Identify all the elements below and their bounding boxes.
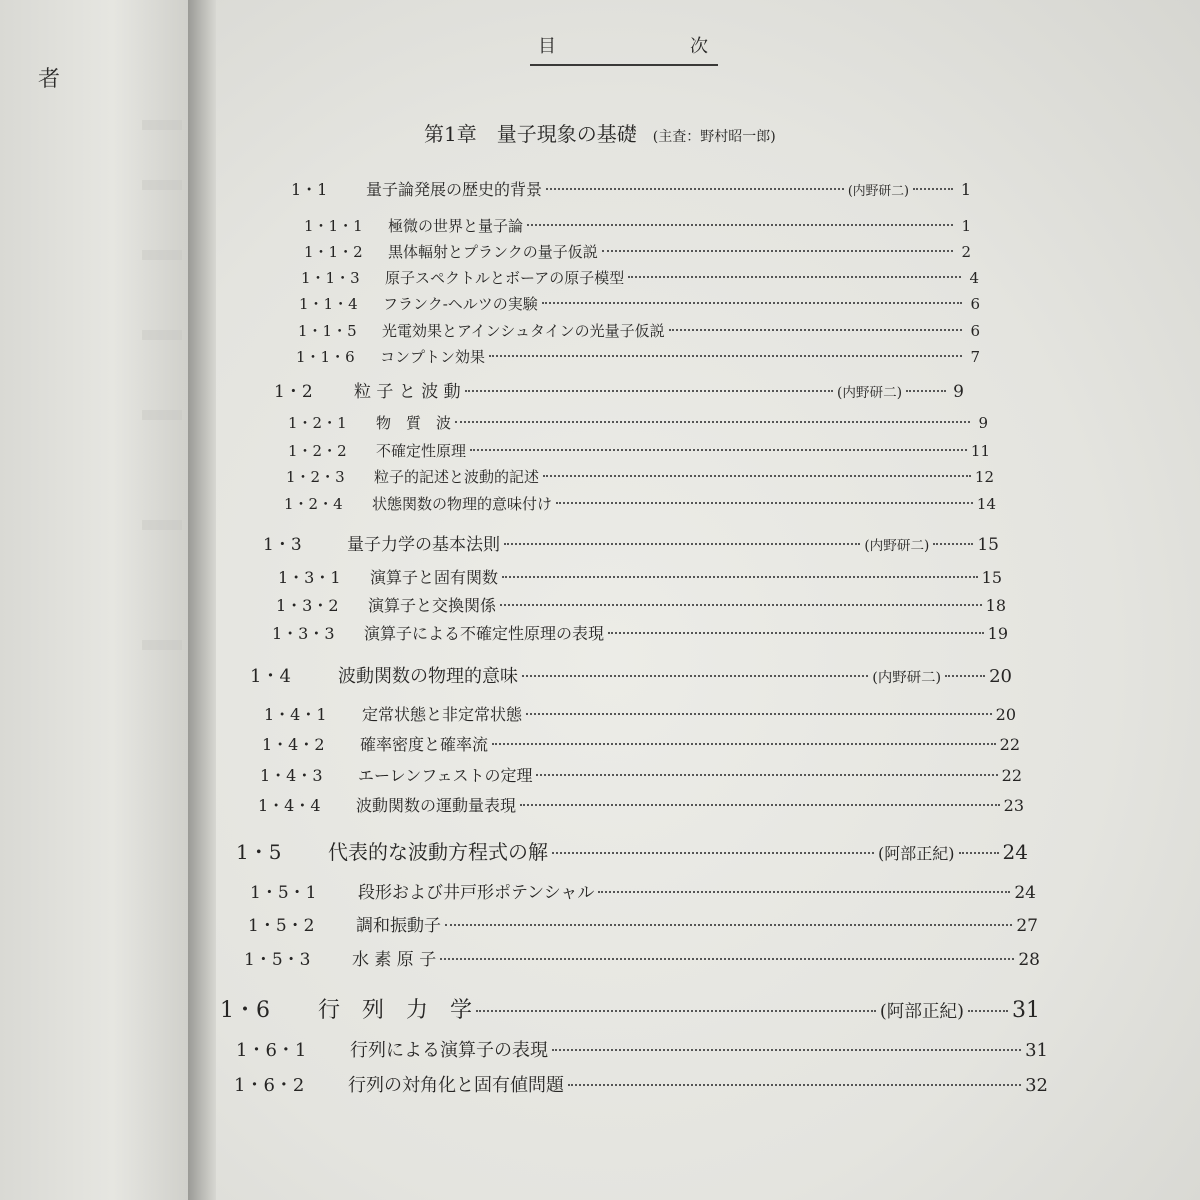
leader-dots [598,891,1010,893]
toc-entry [262,732,1020,755]
leader-dots [500,604,982,606]
section-number: 1・1・1 [304,217,363,235]
page-number: 32 [1025,1075,1048,1096]
page-number: 14 [976,495,996,513]
toc-entry [278,565,1002,588]
section-author: (阿部正紀) [878,844,955,863]
page-number: 6 [970,322,980,340]
section-number: 1・5・1 [250,883,317,903]
leader-dots [492,743,996,745]
leader-dots [526,713,992,715]
page-number: 22 [1001,766,1022,785]
section-number: 1・4・1 [264,705,327,724]
toc-entry [234,1071,1048,1097]
section-title: 定常状態と非定常状態 [362,705,523,724]
leader-dots [608,632,984,634]
leader-dots [568,1084,1021,1086]
page-number: 1 [960,180,971,199]
leader-dots [504,543,860,545]
toc-entry [286,466,994,487]
section-number: 1・2・2 [288,442,347,460]
toc-entry [288,412,988,433]
section-title: 不確定性原理 [376,442,467,460]
leader-dots [628,276,961,278]
leader-dots [546,188,844,190]
bleed-through [142,120,182,130]
toc-entry [272,621,1008,644]
toc-entry [288,440,990,461]
page-number: 23 [1003,796,1024,815]
toc-entry [296,346,980,367]
leader-dots [552,852,874,854]
leader-dots [489,355,962,357]
section-author: (内野研二) [872,670,942,686]
page-number: 19 [987,624,1008,643]
toc-entry [236,836,1028,865]
section-number: 1・3 [263,535,302,555]
toc-entry [304,241,971,262]
section-title: 水 素 原 子 [352,950,437,970]
section-number: 1・6・2 [234,1075,305,1096]
leader-dots [502,576,978,578]
section-number: 1・1・5 [298,322,357,340]
bleed-through [142,520,182,530]
toc-entry [260,763,1022,786]
section-title: 行列の対角化と固有値問題 [348,1075,564,1096]
page-number: 31 [1012,998,1040,1023]
section-number: 1・1 [291,180,328,199]
section-number: 1・2・4 [284,495,343,513]
leader-dots [913,188,953,190]
section-title: 量子力学の基本法則 [347,535,500,555]
section-title: 演算子と固有関数 [370,568,499,587]
page-number: 1 [961,217,971,235]
toc-entry [244,945,1040,970]
leader-dots [445,924,1012,926]
section-title: 行列による演算子の表現 [350,1040,548,1061]
page-number: 7 [970,348,980,366]
leader-dots [522,675,868,677]
page-number: 2 [961,243,971,261]
section-title: フランク-ヘルツの実験 [383,295,538,313]
section-number: 1・4・2 [262,735,325,754]
section-number: 1・3・2 [276,596,339,615]
leader-dots [520,804,1000,806]
page-number: 28 [1018,950,1040,970]
section-number: 1・6・1 [236,1040,307,1061]
section-title: 調和振動子 [356,916,441,936]
section-number: 1・4・4 [258,796,321,815]
leader-dots [945,675,985,677]
section-number: 1・5 [236,840,282,864]
leader-dots [465,390,833,392]
leader-dots [536,774,997,776]
toc-heading-left: 目 [538,36,558,57]
leader-dots [527,224,953,226]
section-number: 1・2・1 [288,414,347,432]
section-number: 1・2 [274,382,313,402]
section-number: 1・3・3 [272,624,335,643]
toc-entry [304,215,971,236]
leader-dots [470,449,967,451]
section-author: (内野研二) [837,385,902,401]
toc-page [216,0,1200,1200]
page-number: 15 [977,535,999,555]
leader-dots [542,302,962,304]
section-title: 演算子による不確定性原理の表現 [364,624,605,643]
section-title: 物 質 波 [376,414,452,432]
section-title: 波動関数の物理的意味 [338,666,518,687]
section-number: 1・1・2 [304,243,363,261]
toc-entry [236,1036,1048,1062]
section-title: 行 列 力 学 [318,998,473,1023]
section-author: (阿部正紀) [879,1002,964,1022]
left-page [0,0,188,1200]
section-number: 1・4 [250,666,291,687]
toc-heading [530,32,718,66]
leader-dots [602,250,953,252]
section-title: 黒体輻射とプランクの量子仮説 [388,243,598,261]
leader-dots [552,1049,1021,1051]
page-number: 6 [970,295,980,313]
page-number: 20 [995,705,1016,724]
leader-dots [933,543,973,545]
section-author: (内野研二) [847,184,909,199]
chapter-heading [424,118,776,147]
chapter-editor: (主査：野村昭一郎) [652,129,776,145]
toc-entry [250,662,1012,688]
page-number: 22 [999,735,1020,754]
bleed-through [142,640,182,650]
toc-entry [263,530,999,555]
toc-entry [276,593,1006,616]
leader-dots [556,502,973,504]
section-title: 確率密度と確率流 [360,735,489,754]
section-title: 極微の世界と量子論 [388,217,524,235]
leader-dots [476,1010,876,1012]
page-number: 18 [985,596,1006,615]
toc-entry [220,993,1040,1024]
toc-entry [298,320,980,341]
page-number: 12 [974,468,994,486]
page-number: 20 [989,666,1012,687]
section-number: 1・4・3 [260,766,323,785]
page-number: 24 [1002,840,1028,864]
page-number: 15 [981,568,1002,587]
left-page-character: 者 [38,67,61,92]
section-title: 光電効果とアインシュタインの光量子仮説 [382,322,665,340]
section-title: エーレンフェストの定理 [358,766,533,785]
toc-entry [264,702,1016,725]
section-title: 状態関数の物理的意味付け [372,495,553,513]
bleed-through [142,250,182,260]
section-title: 演算子と交換関係 [368,596,497,615]
section-number: 1・5・3 [244,950,311,970]
section-number: 1・1・3 [301,269,360,287]
section-number: 1・6 [220,998,270,1023]
section-title: 量子論発展の歴史的背景 [366,180,543,199]
toc-entry [291,177,971,200]
toc-entry [250,878,1036,903]
section-number: 1・2・3 [286,468,345,486]
book-gutter [188,0,216,1200]
chapter-title: 第1章 量子現象の基礎 [424,122,637,146]
toc-entry [248,911,1038,936]
section-title: 原子スペクトルとボーアの原子模型 [385,269,625,287]
leader-dots [906,390,946,392]
toc-entry [301,267,979,288]
bleed-through [142,330,182,340]
page-number: 4 [969,269,979,287]
bleed-through [142,410,182,420]
page-number: 9 [978,414,988,432]
section-title: コンプトン効果 [380,348,486,366]
section-title: 段形および井戸形ポテンシャル [358,883,595,903]
leader-dots [440,958,1014,960]
section-number: 1・1・6 [296,348,355,366]
page-number: 31 [1025,1040,1048,1061]
leader-dots [959,852,999,854]
toc-entry [284,493,996,514]
section-number: 1・1・4 [299,295,358,313]
toc-heading-right: 次 [690,36,710,57]
page-number: 9 [953,382,964,402]
leader-dots [543,475,971,477]
page-number: 27 [1016,916,1038,936]
toc-entry [274,377,964,402]
leader-dots [968,1010,1008,1012]
section-title: 代表的な波動方程式の解 [328,840,548,864]
section-title: 粒子的記述と波動的記述 [374,468,540,486]
page-number: 11 [970,442,990,460]
section-author: (内野研二) [864,538,930,554]
section-number: 1・5・2 [248,916,315,936]
section-number: 1・3・1 [278,568,341,587]
bleed-through [142,180,182,190]
leader-dots [669,329,962,331]
section-title: 波動関数の運動量表現 [356,796,517,815]
section-title: 粒 子 と 波 動 [354,382,461,402]
page-number: 24 [1014,883,1036,903]
toc-entry [299,293,980,314]
toc-entry [258,793,1024,816]
leader-dots [455,421,970,423]
